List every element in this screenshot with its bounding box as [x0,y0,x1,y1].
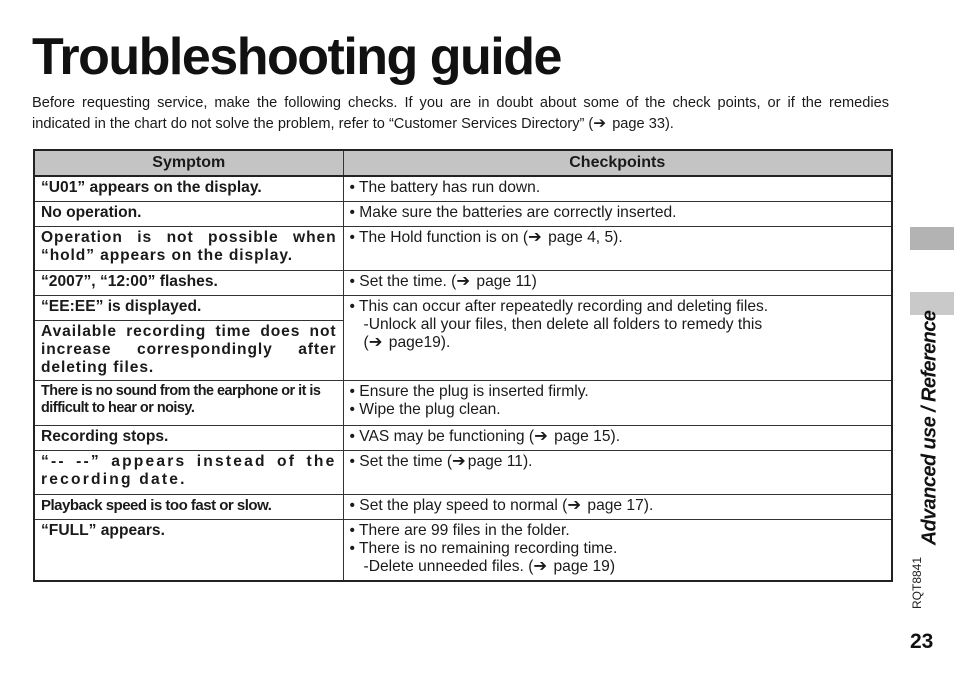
checkpoint-text: • Ensure the plug is inserted firmly. [349,382,589,400]
checkpoint-text: • There is no remaining recording time. [349,539,618,557]
checkpoint-cell [343,519,892,581]
checkpoint-page-ref: page 19) [549,557,616,575]
checkpoint-text: • Make sure the batteries are correctly inserted. [349,203,677,221]
right-arrow-icon: ➔ [533,556,548,575]
checkpoint-cell [343,425,892,450]
checkpoint-text: • Set the time ( [349,452,453,470]
symptom-cell: “EE:EE” is displayed. [34,295,343,320]
table-row [34,380,892,425]
checkpoint-cell [343,494,892,519]
table-row [34,226,892,270]
table-row [34,295,892,320]
checkpoint-cell [343,270,892,295]
page-number: 23 [910,630,934,653]
right-arrow-icon: ➔ [528,227,542,246]
checkpoint-line [350,428,886,446]
checkpoint-text: -Delete unneeded files. ( [363,557,534,575]
checkpoint-cell [343,295,892,380]
symptom-cell: Operation is not possible when “hold” appears on the display. [34,226,343,270]
right-arrow-icon: ➔ [534,426,548,445]
intro-text: Before requesting service, make the following checks. If you are in doubt about some of the check points, or if the remedies indicated in the chart do not solve the problem, refer to “Customer Services Directory” ( [32,95,889,132]
table-row [34,176,892,201]
checkpoint-text: • There are 99 files in the folder. [349,521,570,539]
troubleshooting-table [33,149,893,582]
symptom-cell: Available recording time does not increase correspondingly after deleting files. [34,320,343,380]
table-row [34,519,892,581]
table-row [34,494,892,519]
checkpoint-cell [343,176,892,201]
symptom-cell: Playback speed is too fast or slow. [34,494,343,519]
checkpoints-header: Checkpoints [343,150,892,176]
checkpoint-page-ref: page 4, 5). [543,228,623,246]
checkpoint-text: ( [363,333,369,351]
checkpoint-cell [343,226,892,270]
checkpoint-text: • Set the play speed to normal ( [349,496,568,514]
symptom-cell: “2007”, “12:00” flashes. [34,270,343,295]
checkpoint-line [350,229,886,247]
right-arrow-icon: ➔ [368,332,383,351]
right-arrow-icon: ➔ [593,115,607,132]
section-title: Advanced use / Reference [918,310,941,546]
checkpoint-text: • Wipe the plug clean. [349,400,501,418]
checkpoint-page-ref: page 11). [467,452,533,470]
intro-page-ref: page 33). [608,116,674,132]
checkpoint-text: • The battery has run down. [349,179,541,196]
checkpoint-cell [343,380,892,425]
checkpoint-cell [343,450,892,494]
intro-paragraph [32,93,889,135]
symptom-header: Symptom [34,150,343,176]
checkpoint-text: -Unlock all your files, then delete all folders to remedy this [363,315,763,333]
model-number: RQT8841 [910,556,924,610]
symptom-cell: “-- --” appears instead of the recording date. [34,450,343,494]
checkpoint-line [350,497,886,515]
table-row [34,450,892,494]
section-tab-marker [910,227,954,250]
checkpoint-line [350,334,886,352]
checkpoint-text: • Set the time. ( [349,272,457,290]
checkpoint-cell [343,201,892,226]
right-arrow-icon: ➔ [456,271,471,290]
checkpoint-page-ref: page19). [384,333,451,351]
checkpoint-line [350,558,886,576]
symptom-cell: “U01” appears on the display. [34,176,343,201]
table-row [34,201,892,226]
checkpoint-text: • This can occur after repeatedly recording and deleting files. [349,297,769,315]
symptom-cell: “FULL” appears. [34,519,343,581]
checkpoint-page-ref: page 17). [583,496,654,514]
right-arrow-icon: ➔ [452,451,466,470]
checkpoint-line [350,273,886,291]
symptom-cell: No operation. [34,201,343,226]
table-row [34,425,892,450]
checkpoint-page-ref: page 15). [549,427,621,445]
checkpoint-page-ref: page 11) [472,272,537,290]
right-arrow-icon: ➔ [567,495,582,514]
page-title: Troubleshooting guide [32,28,561,86]
checkpoint-line [350,453,886,471]
symptom-cell: There is no sound from the earphone or it is difficult to hear or noisy. [34,380,343,425]
table-header-row [34,150,892,176]
checkpoint-text: • The Hold function is on ( [349,228,529,246]
table-row [34,270,892,295]
checkpoint-text: • VAS may be functioning ( [349,427,535,445]
symptom-cell: Recording stops. [34,425,343,450]
